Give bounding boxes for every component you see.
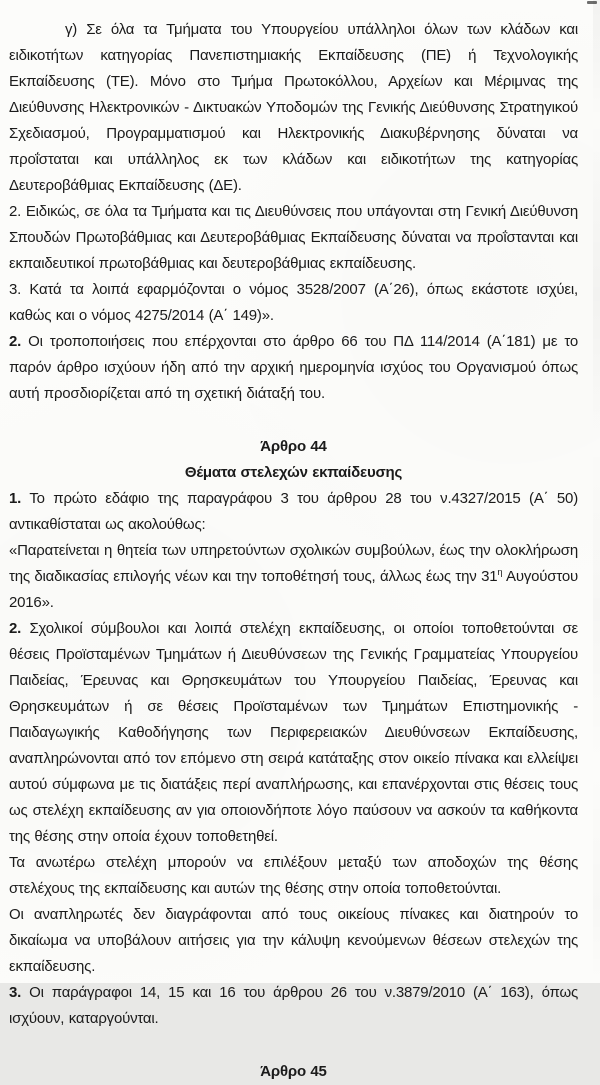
- paragraph: [9, 980, 578, 1032]
- scan-artifact-speck: [587, 1, 597, 4]
- article-heading: [9, 1059, 578, 1085]
- article-heading: [9, 460, 578, 486]
- text-run: Οι παράγραφοι 14, 15 και 16 του άρθρου 26 του ν.3879/2010 (Α΄ 163), όπως ισχύουν, καταργούνται.: [9, 984, 578, 1027]
- text-run: Θέματα στελεχών εκπαίδευσης: [184, 464, 403, 481]
- article-heading: [9, 434, 578, 460]
- bold-text-run: 1.: [9, 490, 22, 507]
- paragraph: [9, 277, 578, 329]
- text-run: «Παρατείνεται η θητεία των υπηρετούντων σχολικών συμβούλων, έως την ολοκλήρωση της διαδικασίας επιλογής νέων και την τοποθέτησή τους, άλλως έως την 31: [9, 542, 578, 585]
- text-run: Τα ανωτέρω στελέχη μπορούν να επιλέξουν μεταξύ των αποδοχών της θέσης στελέχους της εκπαίδευσης και αυτών της θέσης στην οποία τοποθετούνται.: [9, 854, 578, 897]
- text-run: Οι αναπληρωτές δεν διαγράφονται από τους οικείους πίνακες και διατηρούν το δικαίωμα να υποβάλουν αιτήσεις για την κάλυψη κενούμενων θέσεων στελεχών της εκπαίδευσης.: [9, 906, 578, 975]
- paragraph: [9, 616, 578, 850]
- superscript-run: η: [497, 567, 503, 577]
- text-run: 2. Ειδικώς, σε όλα τα Τμήματα και τις Διευθύνσεις που υπάγονται στη Γενική Διεύθυνση Σπουδών Πρωτοβάθμιας και Δευτεροβάθμιας Εκπαίδευσης δύναται να προΐστανται και εκπαιδευτικοί πρωτοβάθμιας και δευτεροβάθμιας εκπαίδευσης.: [9, 203, 578, 272]
- bold-text-run: 2.: [9, 620, 22, 637]
- paragraph: [9, 486, 578, 538]
- text-run: Σχολικοί σύμβουλοι και λοιπά στελέχη εκπαίδευσης, οι οποίοι τοποθετούνται σε θέσεις Προϊσταμένων Τμημάτων ή Διευθύνσεων της Γενικής Γραμματείας Υπουργείου Παιδείας, Έρευνας και Θρησκευμάτων του Υπουργείου Παιδείας, Έρευνας και Θρησκευμάτων ή σε θέσεις Προϊσταμένων των Τμημάτων Επιστημονικής - Παιδαγωγικής Καθοδήγησης των Περιφερειακών Διευθύνσεων Εκπαίδευσης, αναπληρώνονται από τον επόμενο στη σειρά κατάταξης στον οικείο πίνακα και ελλείψει αυτού σύμφωνα με τις διατάξεις περί αναπλήρωσης, και επανέρχονται στις θέσεις τους ως στελέχη εκπαίδευσης αν για οποιονδήποτε λόγο παύσουν να ασκούν τα καθήκοντα της θέσης στην οποία έχουν τοποθετηθεί.: [9, 620, 578, 845]
- bold-text-run: 2.: [9, 333, 22, 350]
- paragraph: [9, 850, 578, 902]
- paragraph: [9, 17, 578, 199]
- text-run: 3. Κατά τα λοιπά εφαρμόζονται ο νόμος 3528/2007 (Α΄26), όπως εκάστοτε ισχύει, καθώς και ο νόμος 4275/2014 (Α΄ 149)».: [9, 281, 578, 324]
- paragraph: [9, 329, 578, 407]
- scan-edge-smudge: [593, 0, 600, 983]
- bold-text-run: 3.: [9, 984, 22, 1001]
- document-body: [9, 17, 578, 1085]
- text-run: γ) Σε όλα τα Τμήματα του Υπουργείου υπάλληλοι όλων των κλάδων και ειδικοτήτων κατηγορίας Πανεπιστημιακής Εκπαίδευσης (ΠΕ) ή Τεχνολογικής Εκπαίδευσης (ΤΕ). Μόνο στο Τμήμα Πρωτοκόλλου, Αρχείων και Μέριμνας της Διεύθυνσης Ηλεκτρονικών - Δικτυακών Υποδομών της Γενικής Διεύθυνσης Στρατηγικού Σχεδιασμού, Προγραμματισμού και Ηλεκτρονικής Διακυβέρνησης δύναται να προΐσταται και υπάλληλος εκ των κλάδων και ειδικοτήτων της κατηγορίας Δευτεροβάθμιας Εκπαίδευσης (ΔΕ).: [9, 21, 578, 194]
- text-run: Άρθρο 45: [260, 1063, 327, 1080]
- paragraph: [9, 902, 578, 980]
- text-run: Το πρώτο εδάφιο της παραγράφου 3 του άρθρου 28 του ν.4327/2015 (Α΄ 50) αντικαθίσταται ως ακολούθως:: [9, 490, 578, 533]
- paragraph: [9, 199, 578, 277]
- paragraph: [9, 538, 578, 616]
- text-run: Αυγούστου 2016».: [9, 568, 578, 611]
- text-run: Άρθρο 44: [260, 438, 327, 455]
- text-run: Οι τροποποιήσεις που επέρχονται στο άρθρο 66 του ΠΔ 114/2014 (Α΄181) με το παρόν άρθρο ισχύουν ήδη από την αρχική ημερομηνία ισχύος του Οργανισμού όπως αυτή προσδιορίζεται από τη σχετική διάταξή του.: [9, 333, 578, 402]
